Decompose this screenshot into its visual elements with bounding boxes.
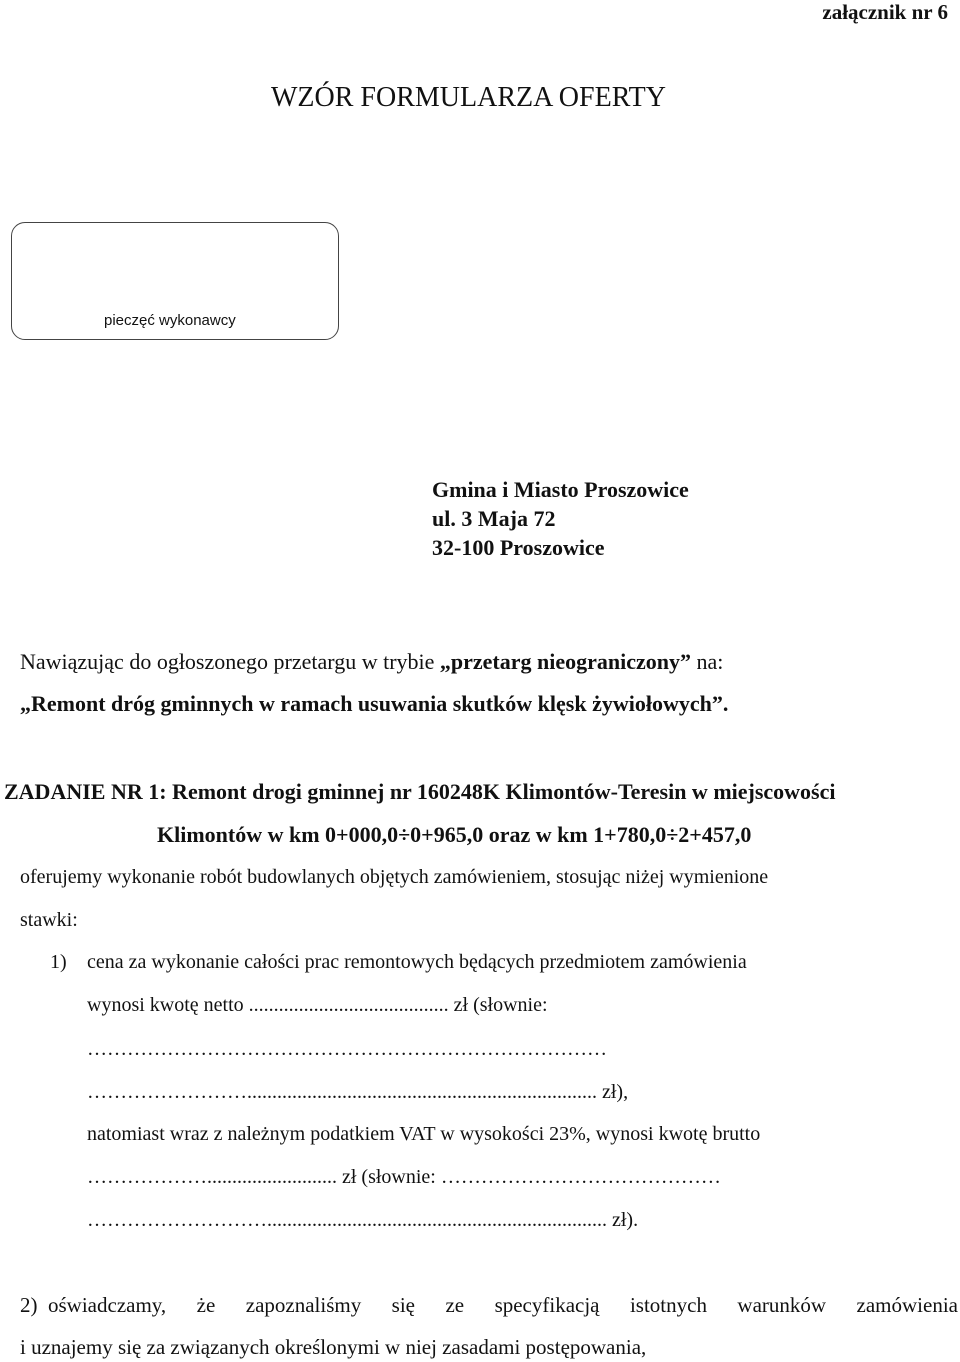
- net-amount-field[interactable]: wynosi kwotę netto ........................................ zł (słownie:: [87, 994, 548, 1016]
- gross-amount-field[interactable]: ……………….......................... zł (słownie: ……………………………………: [87, 1166, 721, 1188]
- net-amount-words-field-line-1[interactable]: ……………………………………………………………………: [87, 1038, 607, 1060]
- item-1-vat-line: natomiast wraz z należnym podatkiem VAT w wysokości 23%, wynosi kwotę brutto: [87, 1123, 761, 1145]
- item-2-word: zapoznaliśmy: [245, 1293, 362, 1317]
- item-2-line-1: [48, 1293, 958, 1318]
- item-2-word: ze: [445, 1293, 465, 1317]
- item-2-word: warunków: [737, 1293, 827, 1317]
- item-2-word: oświadczamy,: [48, 1293, 167, 1317]
- offer-line-2: stawki:: [20, 909, 78, 931]
- offer-line-1: oferujemy wykonanie robót budowlanych objętych zamówieniem, stosując niżej wymienione: [20, 866, 769, 888]
- intro-text-a: Nawiązując do ogłoszonego przetargu w trybie: [20, 649, 440, 674]
- recipient-name: Gmina i Miasto Proszowice: [432, 477, 689, 502]
- intro-text-b: na:: [691, 649, 724, 674]
- item-2-word: się: [391, 1293, 415, 1317]
- attachment-label: załącznik nr 6: [822, 0, 948, 24]
- intro-paragraph: [20, 649, 723, 675]
- recipient-street: ul. 3 Maja 72: [432, 506, 556, 531]
- item-2-line-2: i uznajemy się za związanych określonymi w niej zasadami postępowania,: [20, 1335, 647, 1359]
- contract-subject: „Remont dróg gminnych w ramach usuwania skutków klęsk żywiołowych”.: [20, 691, 729, 716]
- item-2-word: że: [196, 1293, 216, 1317]
- page-title: WZÓR FORMULARZA OFERTY: [271, 82, 667, 113]
- stamp-label: pieczęć wykonawcy: [104, 312, 236, 329]
- item-2-word: specyfikacją: [494, 1293, 600, 1317]
- task-line-2: Klimontów w km 0+000,0÷0+965,0 oraz w km 1+780,0÷2+457,0: [157, 822, 752, 847]
- item-2-number: 2): [20, 1293, 38, 1317]
- item-1-line-1: cena za wykonanie całości prac remontowych będących przedmiotem zamówienia: [87, 951, 747, 973]
- task-line-1: ZADANIE NR 1: Remont drogi gminnej nr 160248K Klimontów-Teresin w miejscowości: [4, 779, 836, 804]
- recipient-city: 32-100 Proszowice: [432, 535, 605, 560]
- item-2-word: zamówienia: [856, 1293, 958, 1317]
- item-1-number: 1): [50, 951, 67, 973]
- net-amount-words-field-line-2[interactable]: ……………………...................................................................... zł),: [87, 1081, 629, 1103]
- gross-amount-words-field[interactable]: ……………………….................................................................... zł).: [87, 1209, 639, 1231]
- item-2-word: istotnych: [629, 1293, 707, 1317]
- tender-mode: „przetarg nieograniczony”: [439, 649, 691, 674]
